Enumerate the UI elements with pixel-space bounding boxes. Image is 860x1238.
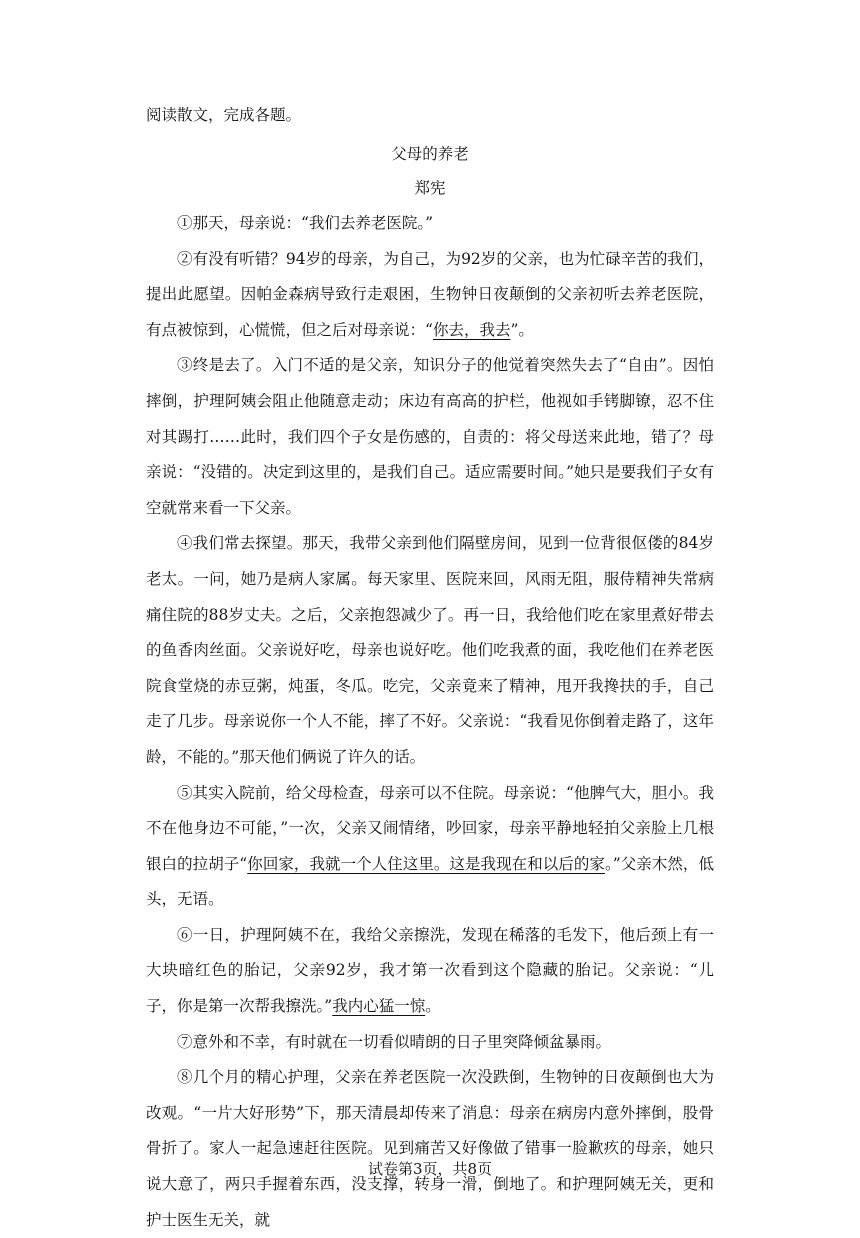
underlined-sentence: 我内心猛一惊: [332, 997, 426, 1016]
paragraph-3: [146, 348, 714, 526]
underlined-quote: 你回家，我就一个人住这里。这是我现在和以后的家: [247, 854, 605, 873]
paragraph-text: ”。: [510, 320, 534, 339]
paragraph-5: [146, 776, 714, 918]
paragraph-1: [146, 206, 714, 242]
paragraph-text: 。: [425, 997, 441, 1016]
paragraph-4: [146, 526, 714, 775]
paragraph-text: ⑤其实入院前，给父母检查，母亲可以不住院。母亲说：“他脾气大，胆小。我不在他身边不可能，”一次，父亲又闹情绪，吵回家，母亲平静地轻拍父亲脸上几根银白的拉胡子“: [146, 783, 714, 873]
article-title: 父母的养老: [391, 145, 469, 163]
article-author: 郑宪: [414, 179, 446, 197]
underlined-quote: 你去，我去: [432, 320, 511, 339]
paragraph-text: ①那天，母亲说：“我们去养老医院。”: [177, 214, 434, 232]
paragraph-text: ②有没有听错？94岁的母亲，为自己，为92岁的父亲，也为忙碌辛苦的我们，提出此愿望。因帕金森病导致行走艰困，生物钟日夜颠倒的父亲初听去养老医院，有点被惊到，心慌慌，但之后对母亲说：“: [146, 249, 714, 339]
paragraph-6: [146, 918, 714, 1025]
paragraph-8: [146, 1060, 714, 1238]
page-footer: 试卷第3页，共8页: [367, 1160, 493, 1178]
paragraph-2: [146, 242, 714, 349]
paragraph-text: 。”父亲木然，低头，无语。: [146, 854, 714, 909]
paragraph-text: ④我们常去探望。那天，我带父亲到他们隔壁房间，见到一位背很伛偻的84岁老太。一问，她乃是病人家属。每天家里、医院来回，风雨无阻，服侍精神失常病痛住院的88岁丈夫。之后，父亲抱怨减少了。再一日，我给他们吃在家里煮好带去的鱼香肉丝面。父亲说好吃，母亲也说好吃。他们吃我煮的面，我吃他们在养老医院食堂烧的赤豆粥，炖蛋，冬瓜。吃完，父亲竟来了精神，甩开我搀扶的手，自己走了几步。母亲说你一个人不能，摔了不好。父亲说：“我看见你倒着走路了，这年龄，不能的。”那天他们俩说了许久的话。: [146, 534, 714, 766]
paragraph-text: ⑧几个月的精心护理，父亲在养老医院一次没跌倒，生物钟的日夜颠倒也大为改观。“一片大好形势”下，那天清晨却传来了消息：母亲在病房内意外摔倒，股骨骨折了。家人一起急速赶往医院。见到痛苦又好像做了错事一脸歉疚的母亲，她只说大意了，两只手握着东西，没支撑，转身一滑，倒地了。和护理阿姨无关，更和护士医生无关，就: [146, 1068, 714, 1229]
instruction-text: 阅读散文，完成各题。: [146, 106, 302, 124]
paragraph-text: ⑥一日，护理阿姨不在，我给父亲擦洗，发现在稀落的毛发下，他后颈上有一大块暗红色的胎记，父亲92岁，我才第一次看到这个隐藏的胎记。父亲说：“儿子，你是第一次帮我擦洗。”: [146, 925, 714, 1016]
article-body: [146, 206, 714, 1238]
paragraph-7: [146, 1025, 714, 1061]
paragraph-text: ⑦意外和不幸，有时就在一切看似晴朗的日子里突降倾盆暴雨。: [177, 1032, 612, 1051]
paragraph-text: ③终是去了。入门不适的是父亲，知识分子的他觉着突然失去了“自由”。因怕摔倒，护理阿姨会阻止他随意走动；床边有高高的护栏，他视如手铐脚镣，忍不住对其踢打……此时，我们四个子女是伤感的，自责的：将父母送来此地，错了？母亲说：“没错的。决定到这里的，是我们自己。适应需要时间。”她只是要我们子女有空就常来看一下父亲。: [146, 356, 714, 517]
